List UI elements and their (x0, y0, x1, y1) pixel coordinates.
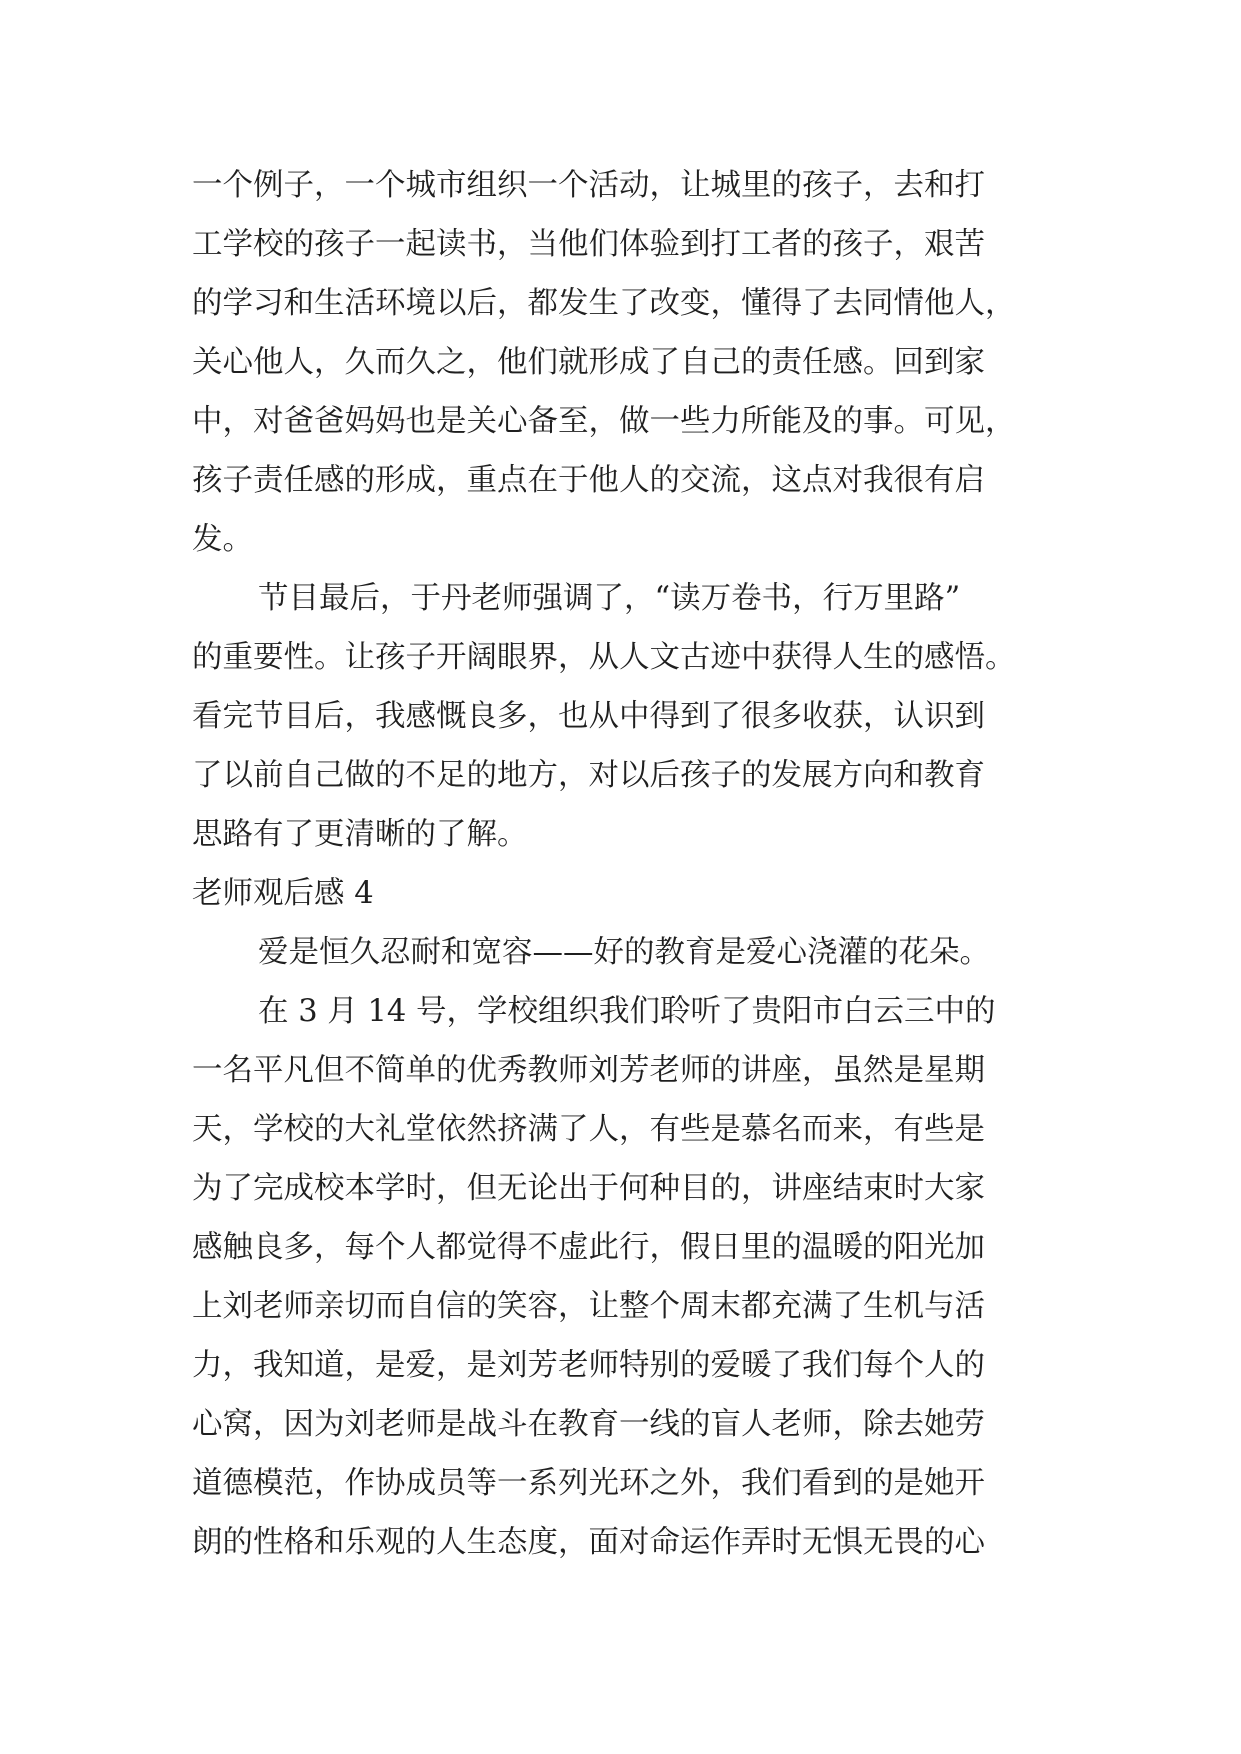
text-line: 的重要性。让孩子开阔眼界，从人文古迹中获得人生的感悟。 (192, 640, 1016, 675)
paragraph (192, 156, 1072, 569)
text-line: 为了完成校本学时，但无论出于何种目的，讲座结束时大家 (192, 1171, 985, 1206)
text-line: 爱是恒久忍耐和宽容——好的教育是爱心浇灌的花朵。 (258, 935, 990, 970)
text-line: 看完节目后，我感慨良多，也从中得到了很多收获，认识到 (192, 699, 985, 734)
text-line: 发。 (192, 522, 253, 557)
text-line: 的学习和生活环境以后，都发生了改变，懂得了去同情他人， (192, 286, 1016, 321)
text-line: 关心他人，久而久之，他们就形成了自己的责任感。回到家 (192, 345, 985, 380)
text-line: 了以前自己做的不足的地方，对以后孩子的发展方向和教育 (192, 758, 985, 793)
text-line: 中，对爸爸妈妈也是关心备至，做一些力所能及的事。可见， (192, 404, 1016, 439)
paragraph (192, 923, 1072, 982)
text-line: 工学校的孩子一起读书，当他们体验到打工者的孩子，艰苦 (192, 227, 985, 262)
text-line: 在 3 月 14 号，学校组织我们聆听了贵阳市白云三中的 (258, 994, 996, 1029)
paragraph (192, 982, 1072, 1572)
text-line: 节目最后，于丹老师强调了，“读万卷书，行万里路” (258, 581, 961, 616)
text-line: 天，学校的大礼堂依然挤满了人，有些是慕名而来，有些是 (192, 1112, 985, 1147)
text-line: 道德模范，作协成员等一系列光环之外，我们看到的是她开 (192, 1466, 985, 1501)
text-line: 思路有了更清晰的了解。 (192, 817, 528, 852)
text-line: 感触良多，每个人都觉得不虚此行，假日里的温暖的阳光加 (192, 1230, 985, 1265)
text-line: 力，我知道，是爱，是刘芳老师特别的爱暖了我们每个人的 (192, 1348, 985, 1383)
section-heading: 老师观后感 4 (192, 876, 374, 911)
text-line: 朗的性格和乐观的人生态度，面对命运作弄时无惧无畏的心 (192, 1525, 985, 1560)
paragraph (192, 569, 1072, 864)
document-body (192, 156, 1072, 1572)
text-line: 孩子责任感的形成，重点在于他人的交流，这点对我很有启 (192, 463, 985, 498)
text-line: 一个例子，一个城市组织一个活动，让城里的孩子，去和打 (192, 168, 985, 203)
text-line: 心窝，因为刘老师是战斗在教育一线的盲人老师，除去她劳 (192, 1407, 985, 1442)
text-line: 上刘老师亲切而自信的笑容，让整个周末都充满了生机与活 (192, 1289, 985, 1324)
text-line: 一名平凡但不简单的优秀教师刘芳老师的讲座，虽然是星期 (192, 1053, 985, 1088)
